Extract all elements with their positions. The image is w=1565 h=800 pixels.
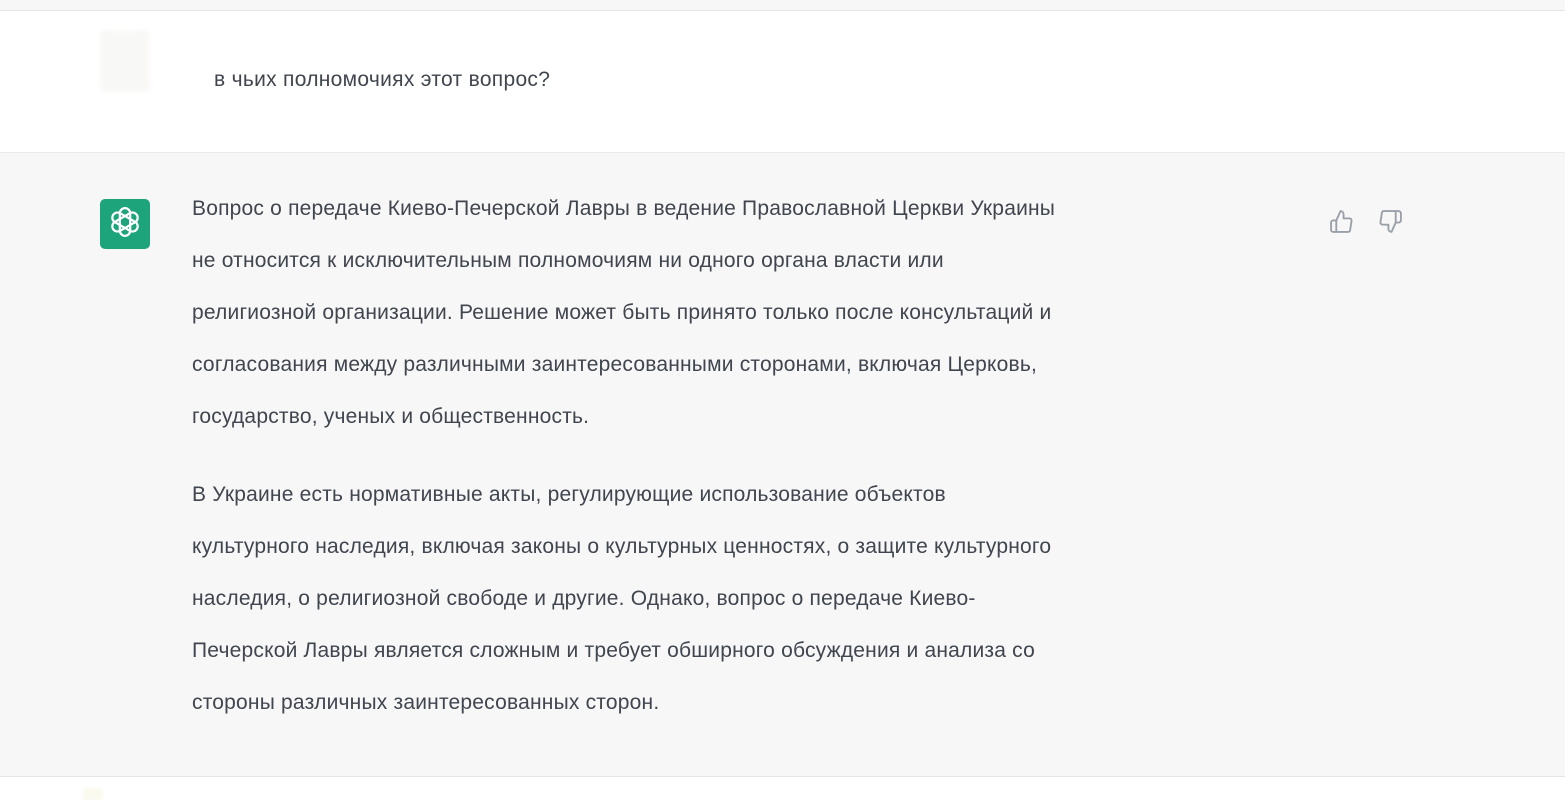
thumbs-up-icon xyxy=(1329,209,1354,237)
next-message-edge xyxy=(0,778,1565,800)
text-line: наследия, о религиозной свободе и другие. Однако, вопрос о передаче Киево- xyxy=(192,587,976,610)
text-line: культурного наследия, включая законы о культурных ценностях, о защите культурного xyxy=(192,535,1052,558)
assistant-message-row xyxy=(0,152,1565,777)
text-line: Вопрос о передаче Киево-Печерской Лавры в ведение Православной Церкви Украины xyxy=(192,197,1056,220)
assistant-avatar xyxy=(100,199,150,249)
chatgpt-logo-icon xyxy=(106,203,144,246)
next-user-avatar xyxy=(83,788,103,800)
text-line: не относится к исключительным полномочиям ни одного органа власти или xyxy=(192,249,944,272)
thumbs-up-button[interactable] xyxy=(1328,209,1355,236)
user-message-row xyxy=(0,12,1565,152)
text-line: В Украине есть нормативные акты, регулирующие использование объектов xyxy=(192,483,946,506)
text-line: Печерской Лавры является сложным и требует обширного обсуждения и анализа со xyxy=(192,639,1035,662)
text-line: согласования между различными заинтересованными сторонами, включая Церковь, xyxy=(192,353,1038,376)
feedback-buttons xyxy=(1328,209,1404,236)
assistant-paragraph xyxy=(192,183,1352,443)
text-line: религиозной организации. Решение может быть принято только после консультаций и xyxy=(192,301,1052,324)
assistant-message-text xyxy=(192,183,1352,755)
user-avatar xyxy=(100,30,150,92)
text-line: государство, ученых и общественность. xyxy=(192,405,590,428)
text-line: стороны различных заинтересованных сторон. xyxy=(192,691,660,714)
thumbs-down-icon xyxy=(1378,209,1403,237)
assistant-paragraph xyxy=(192,469,1352,729)
user-message-text: в чьих полномочиях этот вопрос? xyxy=(214,68,551,91)
previous-section-edge xyxy=(0,0,1565,11)
thumbs-down-button[interactable] xyxy=(1377,209,1404,236)
